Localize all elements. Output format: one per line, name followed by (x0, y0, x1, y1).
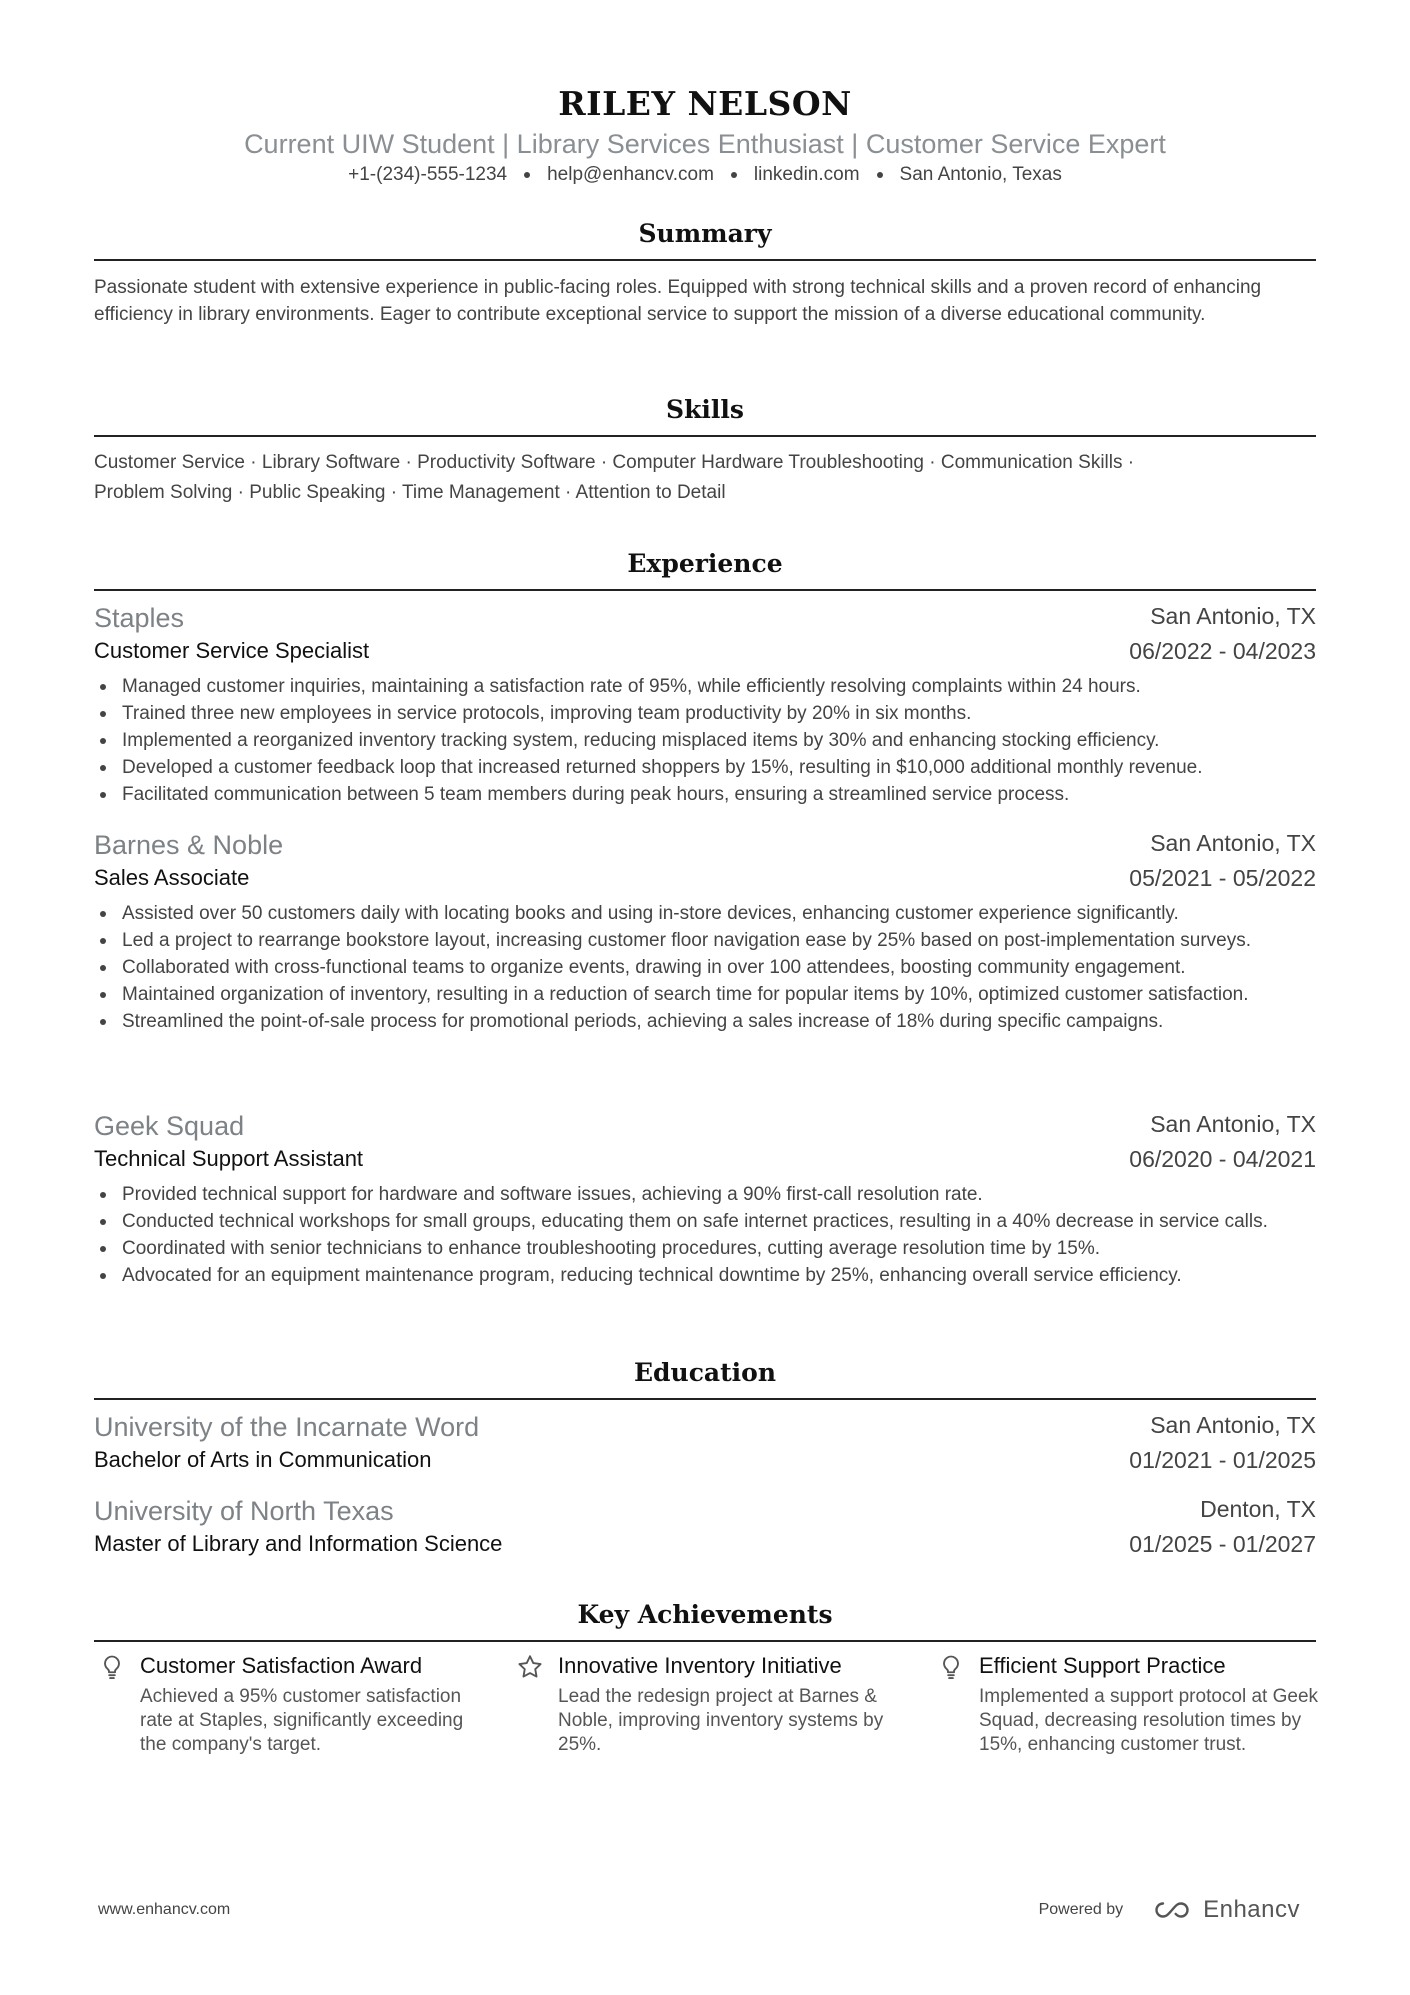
list-item: Conducted technical workshops for small groups, educating them on safe internet practices, resulting in a 40% decrease in service calls. (94, 1208, 1316, 1235)
list-item: Coordinated with senior technicians to enhance troubleshooting procedures, cutting average resolution time by 15%. (94, 1235, 1316, 1262)
resume-header (94, 84, 1316, 188)
skills-line-2: Problem Solving · Public Speaking · Time Management · Attention to Detail (94, 482, 726, 503)
phone-number: +1-(234)-555-1234 (348, 164, 508, 185)
separator-dot (731, 172, 737, 178)
list-item: Developed a customer feedback loop that increased returned shoppers by 15%, resulting in $10,000 additional monthly revenue. (94, 754, 1316, 781)
education-dates: 01/2021 - 01/2025 (1129, 1447, 1316, 1473)
contact-location: San Antonio, Texas (899, 164, 1062, 185)
list-item: Managed customer inquiries, maintaining a satisfaction rate of 95%, while efficiently resolving complaints within 24 hours. (94, 673, 1316, 700)
experience-dates: 05/2021 - 05/2022 (1129, 865, 1316, 891)
achievement-description: Achieved a 95% customer satisfaction rate at Staples, significantly exceeding the company's target. (140, 1686, 464, 1755)
education-dates: 01/2025 - 01/2027 (1129, 1531, 1316, 1557)
enhancv-logo-icon (1149, 1898, 1195, 1922)
summary-text: Passionate student with extensive experience in public-facing roles. Equipped with strong technical skills and a proven record of enhancing efficiency in library environments. Eager to contribute exceptional service to support the mission of a diverse educational community. (94, 277, 1262, 325)
list-item: Provided technical support for hardware and software issues, achieving a 90% first-call resolution rate. (94, 1181, 1316, 1208)
experience-role: Technical Support Assistant (94, 1146, 364, 1171)
experience-bullets (94, 1181, 1316, 1289)
achievement-title: Efficient Support Practice (979, 1653, 1226, 1678)
skills-divider (94, 435, 1316, 437)
skills-title: Skills (666, 395, 744, 424)
email-address: help@enhancv.com (547, 164, 714, 185)
experience-dates: 06/2022 - 04/2023 (1129, 638, 1316, 664)
experience-bullets (94, 900, 1316, 1035)
education-divider (94, 1398, 1316, 1400)
achievement-title: Innovative Inventory Initiative (558, 1653, 842, 1678)
education-degree: Bachelor of Arts in Communication (94, 1447, 432, 1472)
list-item: Facilitated communication between 5 team members during peak hours, ensuring a streamlined service process. (94, 781, 1316, 808)
experience-company: Barnes & Noble (94, 830, 284, 860)
lightbulb-icon (98, 1653, 126, 1681)
summary-divider (94, 259, 1316, 261)
list-item: Assisted over 50 customers daily with locating books and using in-store devices, enhancing customer experience significantly. (94, 900, 1316, 927)
candidate-headline: Current UIW Student | Library Services Enthusiast | Customer Service Expert (244, 129, 1166, 159)
linkedin-link: linkedin.com (753, 164, 860, 185)
brand-logo[interactable] (1149, 1896, 1300, 1924)
list-item: Maintained organization of inventory, resulting in a reduction of search time for popular items by 10%, optimized customer satisfaction. (94, 981, 1316, 1008)
list-item: Implemented a reorganized inventory tracking system, reducing misplaced items by 30% and enhancing stocking efficiency. (94, 727, 1316, 754)
separator-dot (524, 172, 530, 178)
separator-dot (877, 172, 883, 178)
experience-company: Staples (94, 603, 185, 633)
contact-line (94, 162, 1316, 188)
list-item: Led a project to rearrange bookstore layout, increasing customer floor navigation ease by 25% based on post-implementation surveys. (94, 927, 1316, 954)
list-item: Advocated for an equipment maintenance program, reducing technical downtime by 25%, enhancing overall service efficiency. (94, 1262, 1316, 1289)
experience-role: Sales Associate (94, 865, 250, 890)
achievements-title: Key Achievements (577, 1600, 833, 1629)
powered-by-label: Powered by (1038, 1901, 1124, 1918)
list-item: Streamlined the point-of-sale process for promotional periods, achieving a sales increase of 18% during specific campaigns. (94, 1008, 1316, 1035)
experience-location: San Antonio, TX (1150, 603, 1316, 629)
education-title: Education (633, 1358, 777, 1387)
experience-location: San Antonio, TX (1150, 1111, 1316, 1137)
education-degree: Master of Library and Information Science (94, 1531, 503, 1556)
candidate-name: RILEY NELSON (558, 84, 852, 123)
list-item: Collaborated with cross-functional teams to organize events, drawing in over 100 attendees, boosting community engagement. (94, 954, 1316, 981)
footer-branding (1039, 1896, 1300, 1924)
education-school: University of North Texas (94, 1496, 394, 1526)
experience-role: Customer Service Specialist (94, 638, 370, 663)
experience-bullets (94, 673, 1316, 808)
achievement-description: Implemented a support protocol at Geek Squad, decreasing resolution times by 15%, enhancing customer trust. (979, 1686, 1319, 1755)
education-location: San Antonio, TX (1150, 1412, 1316, 1438)
achievement-description: Lead the redesign project at Barnes & Noble, improving inventory systems by 25%. (558, 1686, 884, 1755)
summary-title: Summary (638, 219, 772, 248)
education-school: University of the Incarnate Word (94, 1412, 480, 1442)
experience-dates: 06/2020 - 04/2021 (1129, 1146, 1316, 1172)
experience-location: San Antonio, TX (1150, 830, 1316, 856)
experience-divider (94, 589, 1316, 591)
experience-title: Experience (627, 549, 783, 578)
brand-name: Enhancv (1203, 1896, 1300, 1923)
footer-website-link[interactable]: www.enhancv.com (98, 1901, 231, 1918)
skills-line-1: Customer Service · Library Software · Productivity Software · Computer Hardware Troubleshooting · Communication Skills · (94, 452, 1135, 473)
achievements-divider (94, 1640, 1316, 1642)
experience-company: Geek Squad (94, 1111, 245, 1141)
achievement-title: Customer Satisfaction Award (140, 1653, 423, 1678)
list-item: Trained three new employees in service protocols, improving team productivity by 20% in six months. (94, 700, 1316, 727)
education-location: Denton, TX (1200, 1496, 1316, 1522)
star-icon (516, 1653, 544, 1681)
lightbulb-icon (937, 1653, 965, 1681)
